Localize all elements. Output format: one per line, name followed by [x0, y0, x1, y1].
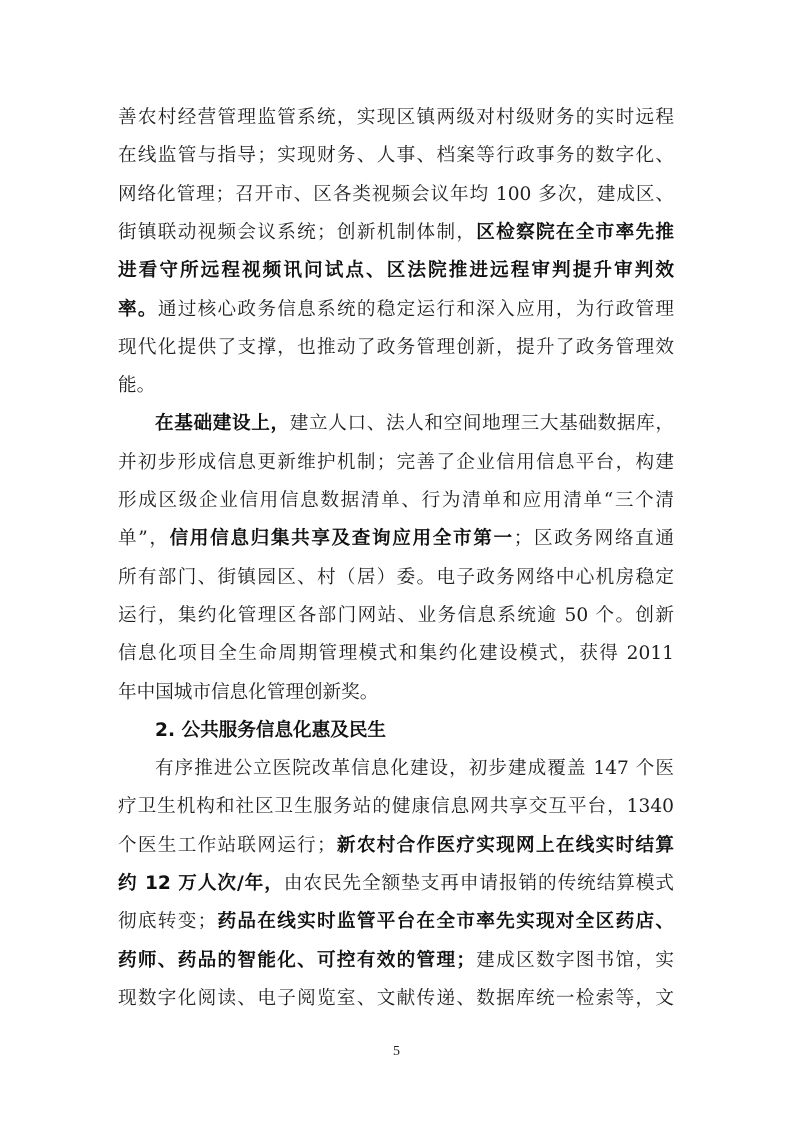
- bold-text: 进看守所远程视频讯问试点、区法院推进远程审判提升审判效: [118, 260, 674, 282]
- bold-text: 在基础建设上，: [155, 413, 290, 435]
- text-run: 街镇联动视频会议系统；创新机制体制，: [118, 221, 477, 243]
- text-line: [118, 834, 674, 856]
- text-run: 网络化管理；召开市、区各类视频会议年均 100 多次，建成区、: [118, 183, 674, 205]
- text-run: 疗卫生机构和社区卫生服务站的健康信息网共享交互平台，1340: [118, 796, 674, 818]
- text-line: [118, 262, 674, 281]
- bold-text: 新农村合作医疗实现网上在线实时结算: [335, 834, 674, 856]
- text-run: 单”，: [118, 528, 170, 550]
- bold-text: 率。: [118, 298, 158, 320]
- text-line: [118, 681, 674, 703]
- text-line: [118, 492, 674, 511]
- text-run: 现代化提供了支撑，也推动了政务管理创新，提升了政务管理效: [118, 336, 674, 358]
- bold-text: 信用信息归集共享及查询应用全市第一: [169, 528, 514, 550]
- text-line: [155, 760, 674, 779]
- text-line: [118, 604, 674, 626]
- text-line: [118, 566, 674, 588]
- text-run: 通过核心政务信息系统的稳定运行和深入应用，为行政管理: [157, 298, 674, 320]
- bold-text: 约 12 万人次/年，: [118, 873, 284, 894]
- text-run: 现数字化阅读、电子阅览室、文献传递、数据库统一检索等，文: [118, 987, 674, 1009]
- text-run: 形成区级企业信用信息数据清单、行为清单和应用清单“三个清: [118, 490, 674, 511]
- text-run: 在线监管与指导；实现财务、人事、档案等行政事务的数字化、: [118, 145, 674, 167]
- text-line: [118, 645, 674, 664]
- text-line: [118, 109, 674, 128]
- text-line: [118, 913, 674, 932]
- text-run: 运行，集约化管理区各部门网站、业务信息系统逾 50 个。创新: [118, 604, 674, 626]
- bold-text: 药品在线实时监管平台在全市率先实现对全区药店、: [216, 911, 674, 933]
- bold-text: 区检察院在全市率先推: [476, 221, 674, 243]
- text-line: [118, 377, 674, 396]
- text-line: [118, 183, 674, 205]
- text-run: 建成区数字图书馆，实: [474, 949, 674, 971]
- text-run: 由农民先全额垫支再申请报销的传统结算模式: [283, 873, 674, 894]
- text-line: [118, 147, 674, 166]
- text-run: 并初步形成信息更新维护机制；完善了企业信用信息平台，构建: [118, 451, 674, 473]
- bold-text: 药师、药品的智能化、可控有效的管理；: [118, 949, 475, 971]
- text-line: [155, 719, 674, 741]
- text-run: 彻底转变；: [118, 911, 217, 933]
- text-run: 信息化项目全生命周期管理模式和集约化建设模式，获得 2011: [118, 643, 674, 665]
- text-run: 建立人口、法人和空间地理三大基础数据库，: [289, 413, 674, 435]
- text-line: [118, 949, 674, 971]
- text-line: [118, 336, 674, 358]
- text-line: [118, 451, 674, 473]
- text-run: 有序推进公立医院改革信息化建设，初步建成覆盖 147 个医: [155, 758, 674, 780]
- text-line: [118, 530, 674, 549]
- text-line: [118, 875, 674, 894]
- text-line: [118, 987, 674, 1009]
- bold-text: 2. 公共服务信息化惠及民生: [155, 719, 387, 741]
- text-line: [118, 298, 674, 320]
- text-line: [155, 415, 674, 434]
- text-run: 能。: [118, 375, 156, 397]
- text-line: [118, 798, 674, 817]
- text-run: 善农村经营管理监管系统，实现区镇两级对村级财务的实时远程: [118, 107, 674, 128]
- text-run: ；区政务网络直通: [513, 528, 674, 550]
- text-run: 个医生工作站联网运行；: [118, 834, 336, 856]
- text-run: 年中国城市信息化管理创新奖。: [118, 681, 379, 703]
- page-number: 5: [393, 1044, 400, 1059]
- text-run: 所有部门、街镇园区、村（居）委。电子政务网络中心机房稳定: [118, 566, 674, 588]
- text-line: [118, 221, 674, 243]
